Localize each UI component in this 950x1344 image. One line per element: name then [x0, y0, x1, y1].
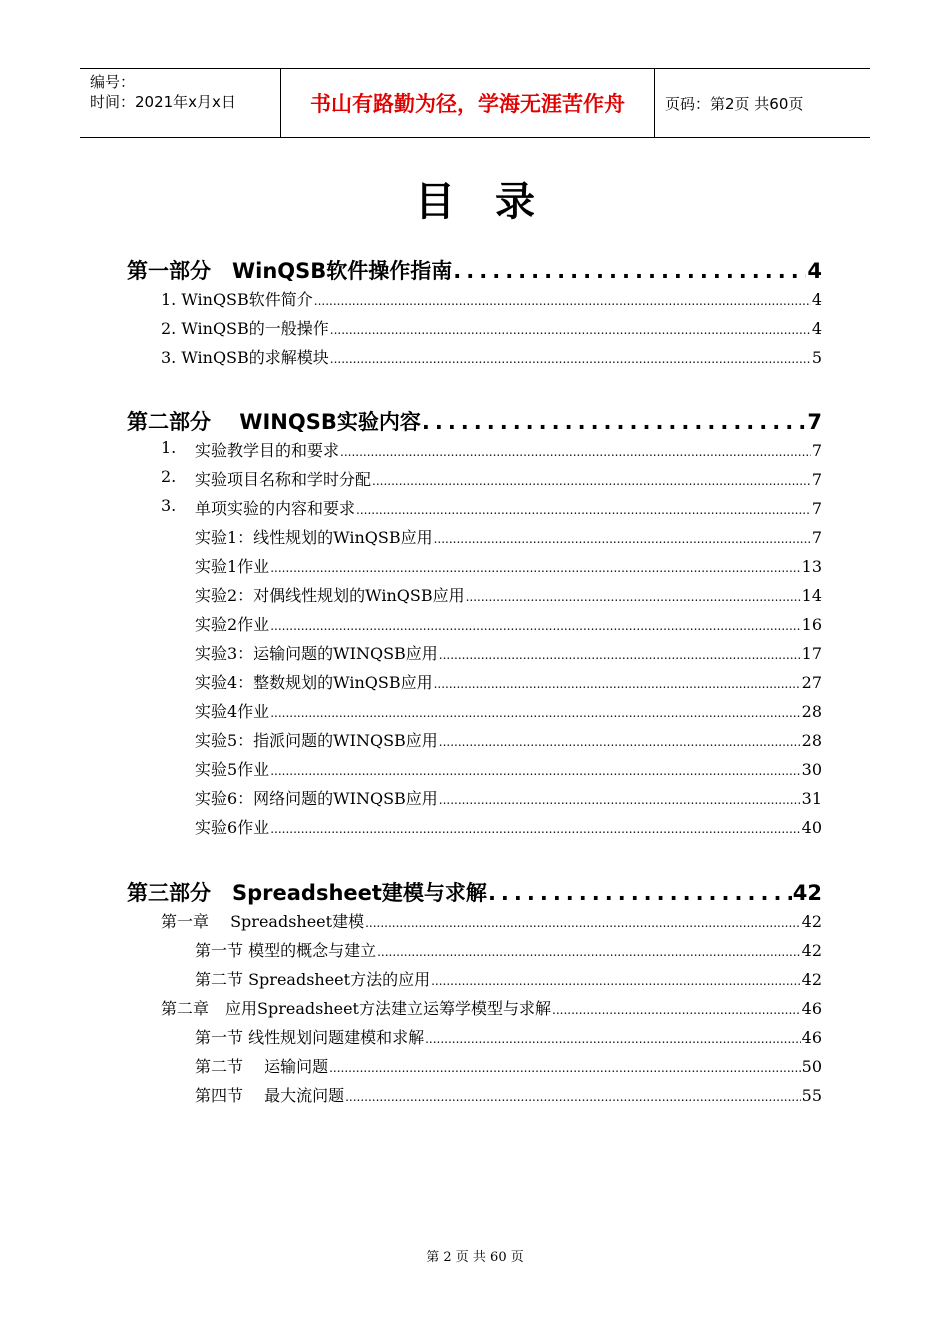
- toc-entry[interactable]: [0, 525, 950, 554]
- toc-leader: [434, 677, 801, 691]
- toc-label: 实验5作业: [195, 760, 270, 779]
- document-header: [80, 68, 870, 138]
- toc-leader: [365, 916, 801, 930]
- toc-leader: [372, 474, 811, 488]
- toc-page: 27: [801, 673, 822, 692]
- toc-label: 实验5：指派问题的WINQSB应用: [195, 731, 438, 750]
- toc-page: 55: [801, 1086, 822, 1105]
- toc-page: 13: [801, 557, 822, 576]
- toc-label: 第一节 模型的概念与建立: [195, 941, 377, 960]
- toc-entry[interactable]: [0, 345, 950, 374]
- toc-entry[interactable]: [0, 909, 950, 938]
- toc-leader: [552, 1003, 801, 1017]
- toc-leader: [431, 974, 801, 988]
- toc-leader: [425, 1032, 801, 1046]
- toc-page: 16: [801, 615, 822, 634]
- header-meta: [80, 69, 281, 137]
- toc-leader: [314, 294, 811, 308]
- toc-label: 第二章 应用Spreadsheet方法建立运筹学模型与求解: [161, 999, 551, 1018]
- toc-page: 7: [807, 410, 822, 434]
- toc-page: 42: [801, 912, 822, 931]
- toc-leader: [453, 259, 806, 283]
- toc-leader: [466, 590, 801, 604]
- toc-entry[interactable]: [0, 996, 950, 1025]
- toc-entry[interactable]: [0, 641, 950, 670]
- toc-label: 第四节 最大流问题: [195, 1086, 345, 1105]
- toc-leader: [439, 648, 801, 662]
- toc-number: 2.: [161, 467, 177, 486]
- toc-label: 第一章 Spreadsheet建模: [161, 912, 365, 931]
- number-label: 编号：: [90, 73, 136, 91]
- toc-page: 42: [801, 941, 822, 960]
- toc-entry[interactable]: [0, 699, 950, 728]
- toc-page: 42: [792, 881, 822, 905]
- toc-label: 单项实验的内容和要求: [195, 499, 356, 518]
- toc-page: 46: [801, 1028, 822, 1047]
- toc-entry[interactable]: [0, 938, 950, 967]
- toc-entry[interactable]: [0, 757, 950, 786]
- toc-leader: [439, 735, 801, 749]
- toc-entry[interactable]: [0, 612, 950, 641]
- toc-entry[interactable]: [0, 1083, 950, 1112]
- toc-entry[interactable]: [0, 467, 950, 496]
- toc-page: 5: [811, 348, 822, 367]
- toc-page: 28: [801, 702, 822, 721]
- toc-page: 46: [801, 999, 822, 1018]
- toc-label: 实验4作业: [195, 702, 270, 721]
- toc-label: 实验1作业: [195, 557, 270, 576]
- toc-label: 第一节 线性规划问题建模和求解: [195, 1028, 425, 1047]
- toc-page: 17: [801, 644, 822, 663]
- toc-page: 7: [811, 499, 822, 518]
- toc-leader: [270, 764, 800, 778]
- toc-page: 31: [801, 789, 822, 808]
- toc-label: 实验1：线性规划的WinQSB应用: [195, 528, 433, 547]
- toc-leader: [340, 445, 811, 459]
- toc-leader: [270, 619, 800, 633]
- page-title: 目录: [415, 179, 575, 225]
- toc-number: 3.: [161, 496, 177, 515]
- toc-leader: [330, 352, 811, 366]
- toc-label: 实验6：网络问题的WINQSB应用: [195, 789, 438, 808]
- toc-leader: [356, 503, 811, 517]
- toc-leader: [488, 881, 792, 905]
- toc-page: 4: [811, 319, 822, 338]
- toc-label: 实验2：对偶线性规划的WinQSB应用: [195, 586, 465, 605]
- toc-leader: [422, 410, 807, 434]
- toc-leader: [270, 706, 800, 720]
- toc-entry[interactable]: [0, 815, 950, 844]
- toc-part-3[interactable]: [0, 877, 950, 906]
- toc-leader: [345, 1090, 801, 1104]
- toc-page: 7: [811, 441, 822, 460]
- toc-label: 实验4：整数规划的WinQSB应用: [195, 673, 433, 692]
- toc-label: 第一部分 WinQSB软件操作指南: [127, 259, 453, 283]
- toc-entry[interactable]: [0, 438, 950, 467]
- toc-entry[interactable]: [0, 554, 950, 583]
- toc-page: 50: [801, 1057, 822, 1076]
- toc-leader: [434, 532, 811, 546]
- toc-leader: [270, 561, 800, 575]
- toc-label: 实验2作业: [195, 615, 270, 634]
- toc-leader: [329, 1061, 801, 1075]
- toc-leader: [330, 323, 811, 337]
- toc-label: 实验3：运输问题的WINQSB应用: [195, 644, 438, 663]
- toc-leader: [377, 945, 801, 959]
- toc-page: 30: [801, 760, 822, 779]
- toc-label: 第三部分 Spreadsheet建模与求解: [127, 881, 487, 905]
- toc-leader: [439, 793, 801, 807]
- toc-entry[interactable]: [0, 670, 950, 699]
- toc-page: 40: [801, 818, 822, 837]
- toc-page: 7: [811, 528, 822, 547]
- toc-label: 实验教学目的和要求: [195, 441, 340, 460]
- toc-entry[interactable]: [0, 967, 950, 996]
- toc-entry[interactable]: [0, 316, 950, 345]
- toc-entry[interactable]: [0, 1025, 950, 1054]
- header-page-info: 页码：第2页 共60页: [665, 94, 804, 113]
- toc-entry[interactable]: [0, 728, 950, 757]
- toc-label: 第二节 Spreadsheet方法的应用: [195, 970, 431, 989]
- toc-leader: [270, 822, 800, 836]
- toc-entry[interactable]: [0, 786, 950, 815]
- toc-entry[interactable]: [0, 583, 950, 612]
- toc-label: 1. WinQSB软件简介: [161, 290, 313, 309]
- toc-label: 实验6作业: [195, 818, 270, 837]
- time-label: 时间：2021年x月x日: [90, 93, 236, 111]
- toc-page: 7: [811, 470, 822, 489]
- toc-page: 28: [801, 731, 822, 750]
- toc-number: 1.: [161, 438, 177, 457]
- toc-page: 4: [807, 259, 822, 283]
- page-footer: 第 2 页 共 60 页: [426, 1250, 524, 1265]
- toc-entry[interactable]: [0, 496, 950, 525]
- toc-part-1[interactable]: [0, 255, 950, 284]
- toc-label: 第二节 运输问题: [195, 1057, 329, 1076]
- toc-entry[interactable]: [0, 287, 950, 316]
- header-motto: 书山有路勤为径，学海无涯苦作舟: [281, 69, 655, 137]
- toc-page: 42: [801, 970, 822, 989]
- toc-label: 3. WinQSB的求解模块: [161, 348, 329, 367]
- toc-label: 第二部分 WINQSB实验内容: [127, 410, 421, 434]
- toc-page: 4: [811, 290, 822, 309]
- toc-label: 2. WinQSB的一般操作: [161, 319, 329, 338]
- toc-page: 14: [801, 586, 822, 605]
- toc-label: 实验项目名称和学时分配: [195, 470, 372, 489]
- toc-entry[interactable]: [0, 1054, 950, 1083]
- toc-part-2[interactable]: [0, 406, 950, 435]
